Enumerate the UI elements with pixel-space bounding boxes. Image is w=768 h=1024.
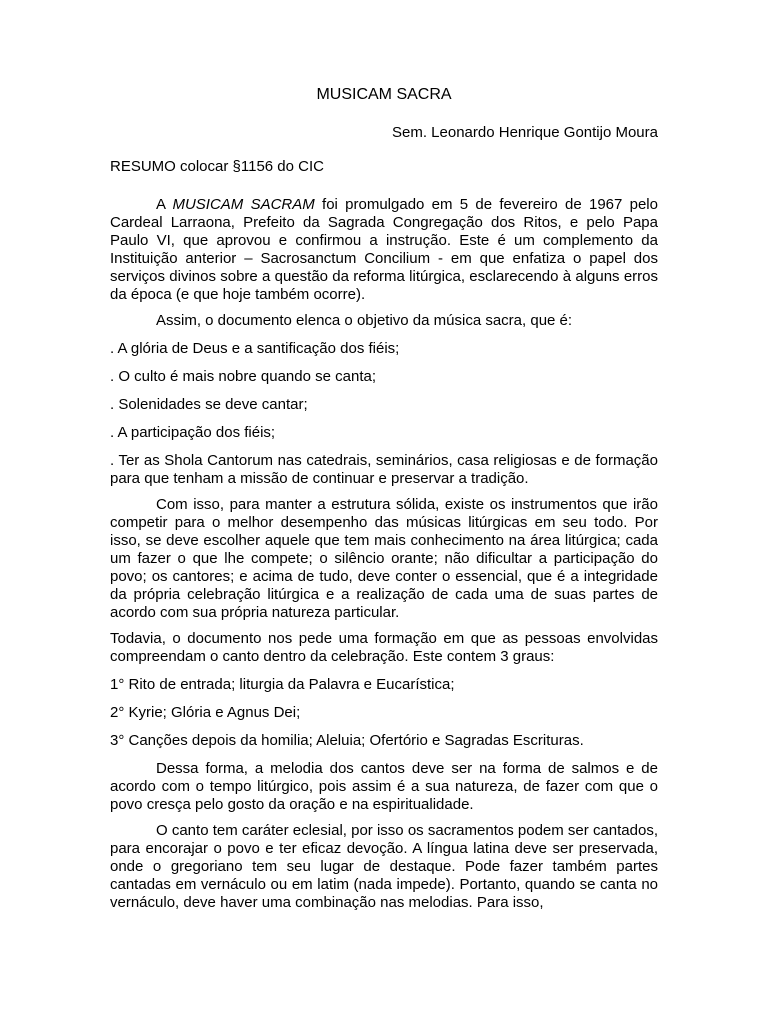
document-body	[110, 82, 658, 912]
paragraph-melody: Dessa forma, a melodia dos cantos deve ser na forma de salmos e de acordo com o tempo litúrgico, pois assim é a sua natureza, de fazer com que o povo cresça pelo gosto da oração e na espiritualidade.	[110, 760, 658, 813]
list-item-grade: 3° Canções depois da homilia; Aleluia; Ofertório e Sagradas Escrituras.	[110, 732, 584, 749]
list-item-objective: . O culto é mais nobre quando se canta;	[110, 368, 376, 385]
list-item-objective: . Solenidades se deve cantar;	[110, 396, 308, 413]
list-item-objective: . A glória de Deus e a santificação dos fiéis;	[110, 340, 400, 357]
list-item-grade: 2° Kyrie; Glória e Agnus Dei;	[110, 704, 301, 721]
paragraph-intro	[110, 196, 658, 304]
paragraph-instruments: Com isso, para manter a estrutura sólida, existe os instrumentos que irão competir para o melhor desempenho das músicas litúrgicas em seu todo. Por isso, se deve escolher aquele que tem mais conhecimento na área litúrgica; cada um fazer o que lhe compete; o silêncio orante; não dificultar a participação do povo; os cantores; e acima de tudo, deve conter o essencial, que é a integridade da própria celebração litúrgica e a realização de cada uma de suas partes de acordo com sua própria natureza particular.	[110, 496, 658, 621]
intro-prefix: A	[156, 196, 173, 213]
intro-rest: foi promulgado em 5 de fevereiro de 1967 pelo Cardeal Larraona, Prefeito da Sagrada Congregação dos Ritos, e pelo Papa Paulo VI, que aprovou e confirmou a instrução. Este é um complemento da Instituição anterior – Sacrosanctum Concilium - em que enfatiza o papel dos serviços divinos sobre a questão da reforma litúrgica, esclarecendo à alguns erros da época (e que hoje também ocorre).	[110, 196, 658, 303]
list-item-grade: 1° Rito de entrada; liturgia da Palavra e Eucarística;	[110, 676, 455, 693]
paragraph-ecclesial: O canto tem caráter eclesial, por isso os sacramentos podem ser cantados, para encorajar o povo e ter eficaz devoção. A língua latina deve ser preservada, onde o gregoriano tem seu lugar de destaque. Pode fazer também partes cantadas em vernáculo ou em latim (nada impede). Portanto, quando se canta no vernáculo, deve haver uma combinação nas melodias. Para isso,	[110, 822, 658, 911]
paragraph-formation: Todavia, o documento nos pede uma formação em que as pessoas envolvidas compreendam o canto dentro da celebração. Este contem 3 graus:	[110, 630, 658, 665]
document-title: MUSICAM SACRA	[316, 86, 452, 103]
list-item-objective: . A participação dos fiéis;	[110, 424, 276, 441]
document-name-italic: MUSICAM SACRAM	[172, 196, 315, 213]
resumo-heading: RESUMO colocar §1156 do CIC	[110, 158, 324, 175]
author-line: Sem. Leonardo Henrique Gontijo Moura	[392, 124, 658, 141]
list-item-objective: . Ter as Shola Cantorum nas catedrais, seminários, casa religiosas e de formação para que tenham a missão de continuar e preservar a tradição.	[110, 452, 658, 487]
paragraph-objective: Assim, o documento elenca o objetivo da música sacra, que é:	[156, 312, 573, 329]
